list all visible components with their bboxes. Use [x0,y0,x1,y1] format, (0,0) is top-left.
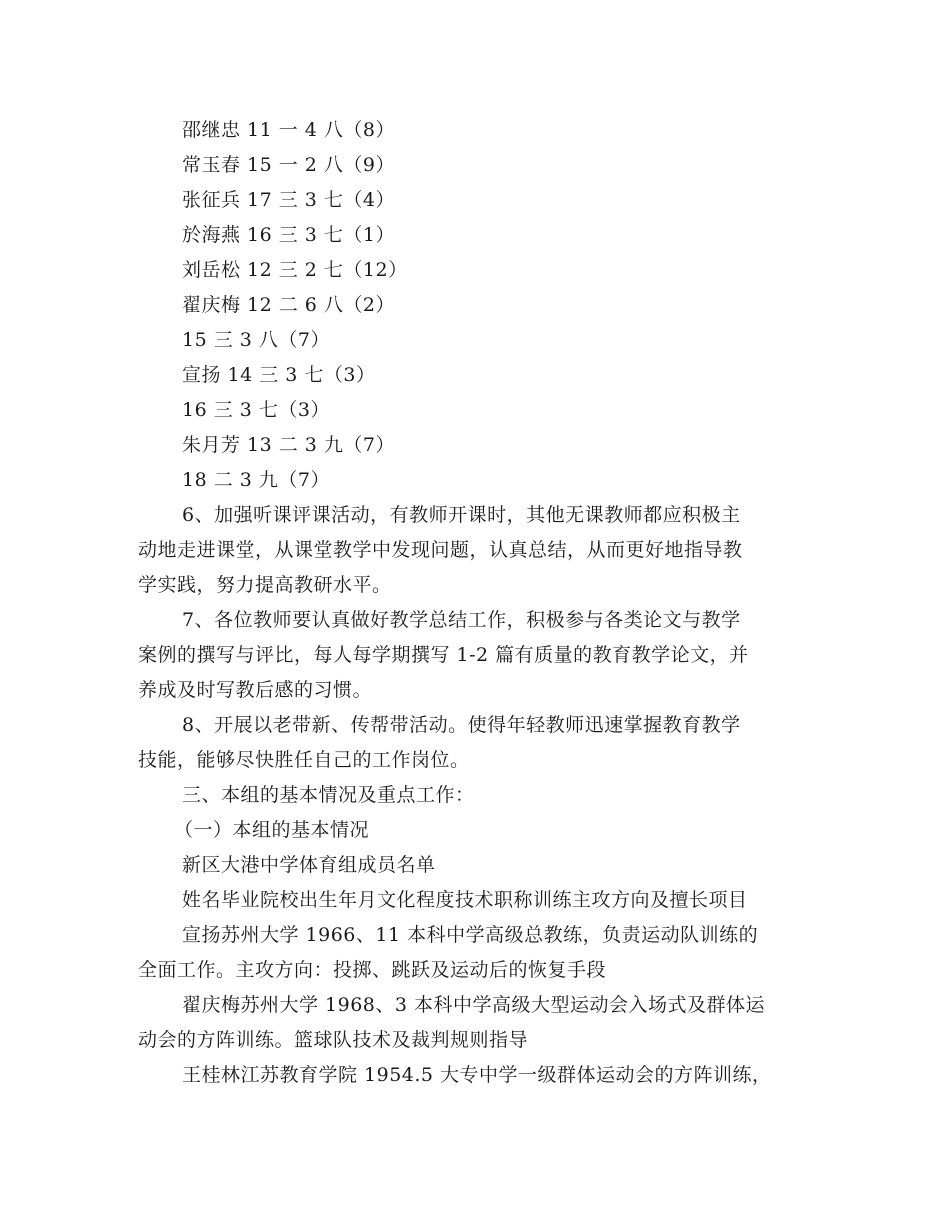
roster-line: 18 二 3 九（7） [182,469,330,491]
member-entry-line: 翟庆梅苏州大学 1968、3 本科中学高级大型运动会入场式及群体运 [182,994,766,1016]
roster-line: 邵继忠 11 一 4 八（8） [182,119,396,141]
roster-line: 於海燕 16 三 3 七（1） [182,224,396,246]
paragraph-line: 技能，能够尽快胜任自己的工作岗位。 [138,749,470,771]
paragraph-line: 案例的撰写与评比，每人每学期撰写 1-2 篇有质量的教育教学论文，并 [138,644,749,666]
roster-line: 15 三 3 八（7） [182,329,330,351]
subsection-heading: （一）本组的基本情况 [174,819,370,841]
member-entry-line: 动会的方阵训练。篮球队技术及裁判规则指导 [138,1029,529,1051]
section-heading: 三、本组的基本情况及重点工作： [182,784,475,806]
paragraph-line: 6、加强听课评课活动，有教师开课时，其他无课教师都应积极主 [182,504,741,526]
member-entry-line: 全面工作。主攻方向：投掷、跳跃及运动后的恢复手段 [138,959,607,981]
paragraph-line: 学实践，努力提高教研水平。 [138,574,392,596]
roster-line: 16 三 3 七（3） [182,399,330,421]
roster-line: 常玉春 15 一 2 八（9） [182,154,396,176]
member-entry-line: 王桂林江苏教育学院 1954.5 大专中学一级群体运动会的方阵训练， [182,1064,772,1086]
roster-line: 朱月芳 13 二 3 九（7） [182,434,396,456]
roster-line: 宣扬 14 三 3 七（3） [182,364,376,386]
column-header-line: 姓名毕业院校出生年月文化程度技术职称训练主攻方向及擅长项目 [182,889,748,911]
list-title: 新区大港中学体育组成员名单 [182,854,436,876]
paragraph-line: 8、开展以老带新、传帮带活动。使得年轻教师迅速掌握教育教学 [182,714,741,736]
roster-line: 翟庆梅 12 二 6 八（2） [182,294,396,316]
roster-line: 张征兵 17 三 3 七（4） [182,189,396,211]
paragraph-line: 动地走进课堂，从课堂教学中发现问题，认真总结，从而更好地指导教 [138,539,743,561]
paragraph-line: 7、各位教师要认真做好教学总结工作，积极参与各类论文与教学 [182,609,741,631]
paragraph-line: 养成及时写教后感的习惯。 [138,679,373,701]
roster-line: 刘岳松 12 三 2 七（12） [182,259,408,281]
member-entry-line: 宣扬苏州大学 1966、11 本科中学高级总教练，负责运动队训练的 [182,924,759,946]
